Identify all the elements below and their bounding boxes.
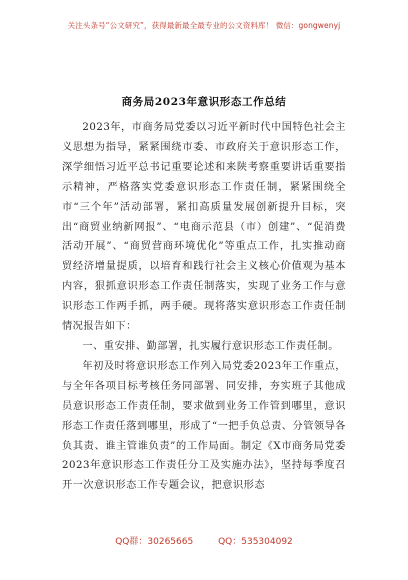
section-heading-1: 一、重安排、勤部署，扎实履行意识形态工作责任制。 — [82, 340, 339, 352]
footer-contact — [0, 534, 408, 547]
document-title: 商务局2023年意识形态工作总结 — [121, 96, 287, 108]
paragraph-section-1: 年初及时将意识形态工作列入局党委2023年工作重点，与全年各项目标考核任务同部署、同安排，夯实班子其他成员意识形态工作责任制，要求做到业务工作管到哪里，意识形态工作责任落到哪里，形成了“一把手负总责、分管领导各负其责、谁主管谁负责”的工作局面。制定《X市商务局党委2023年意识形态工作责任分工及实施办法》，坚持每季度召开一次意识形态工作专题会议，把意识形态 — [62, 360, 346, 492]
footer-qq: QQ：535304092 — [218, 537, 293, 547]
document-body — [62, 118, 346, 496]
paragraph-intro: 2023年，市商务局党委以习近平新时代中国特色社会主义思想为指导，紧紧围绕市委、市政府关于意识形态工作，深学细悟习近平总书记重要论述和来陕考察重要讲话重要指示精神，严格落实党委意识形态工作责任制，紧紧围绕全市“三个年”活动部署，紧扣高质量发展创新提升目标，突出“商贸业纳新网报”、“电商示范县（市）创建”、“促消费活动开展”、“商贸营商环境优化”等重点工作，扎实推动商贸经济增量提质，以培育和践行社会主义核心价值观为基本内容，狠抓意识形态工作责任制落实，实现了业务工作与意识形态工作两手抓，两手硬。现将落实意识形态工作责任制情况报告如下： — [62, 122, 346, 333]
footer-qq-group: QQ群：30265665 — [115, 537, 194, 547]
header-banner: 关注头条号“公文研究”，获得最新最全最专业的公文资料库！ 微信：gongwenyj — [67, 21, 341, 30]
